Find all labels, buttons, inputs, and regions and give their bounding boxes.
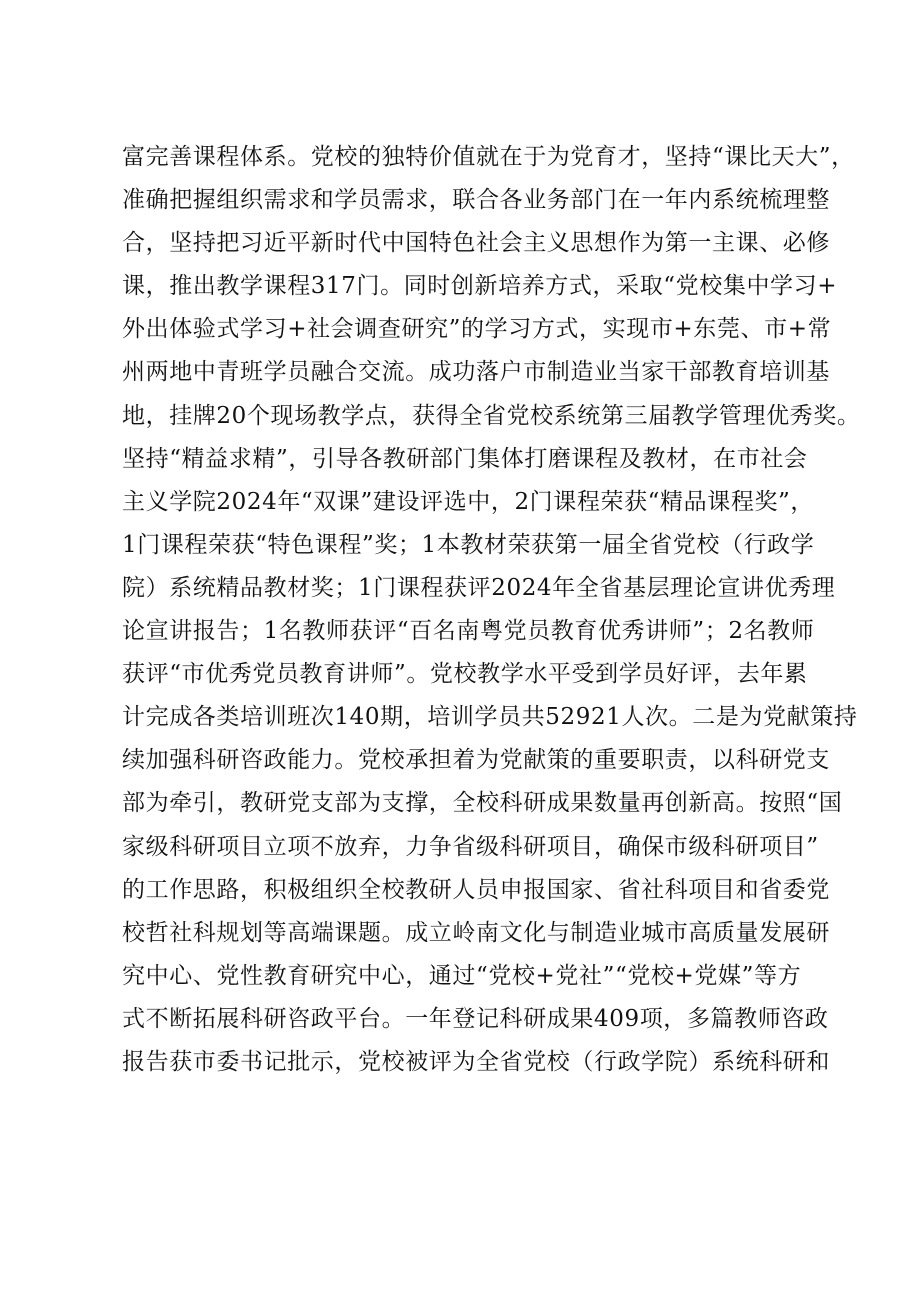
text-line: 州两地中青班学员融合交流。成功落户市制造业当家干部教育培训基: [122, 359, 830, 386]
text-line: 报告获市委书记批示，党校被评为全省党校（行政学院）系统科研和: [122, 1048, 830, 1075]
text-line: 地，挂牌20个现场教学点，获得全省党校系统第三届教学管理优秀奖。: [122, 402, 861, 429]
text-line: 外出体验式学习+社会调查研究”的学习方式，实现市+东莞、市+常: [122, 316, 832, 343]
text-line: 1门课程荣获“特色课程”奖；1本教材荣获第一届全省党校（行政学: [122, 531, 815, 558]
text-line: 院）系统精品教材奖；1门课程获评2024年全省基层理论宣讲优秀理: [122, 574, 836, 601]
text-line: 校哲社科规划等高端课题。成立岭南文化与制造业城市高质量发展研: [122, 919, 830, 946]
text-line: 合，坚持把习近平新时代中国特色社会主义思想作为第一主课、必修: [122, 230, 830, 257]
text-line: 坚持“精益求精”，引导各教研部门集体打磨课程及教材，在市社会: [122, 445, 808, 472]
body-text: [122, 136, 861, 1084]
text-line: 计完成各类培训班次140期，培训学员共52921人次。二是为党献策持: [122, 704, 858, 731]
text-line: 富完善课程体系。党校的独特价值就在于为党育才，坚持“课比天大”，: [122, 144, 855, 170]
text-line: 式不断拓展科研咨政平台。一年登记科研成果409项，多篇教师咨政: [122, 1005, 829, 1032]
text-line: 准确把握组织需求和学员需求，联合各业务部门在一年内系统梳理整: [122, 187, 830, 214]
text-line: 续加强科研咨政能力。党校承担着为党献策的重要职责，以科研党支: [122, 747, 830, 774]
text-line: 获评“市优秀党员教育讲师”。党校教学水平受到学员好评，去年累: [122, 661, 808, 688]
text-line: 论宣讲报告；1名教师获评“百名南粤党员教育优秀讲师”；2名教师: [122, 618, 815, 645]
text-line: 的工作思路，积极组织全校教研人员申报国家、省社科项目和省委党: [122, 876, 830, 903]
text-line: 部为牵引，教研党支部为支撑，全校科研成果数量再创新高。按照“国: [122, 790, 843, 817]
text-line: 家级科研项目立项不放弃，力争省级科研项目，确保市级科研项目”: [122, 833, 819, 860]
text-line: 课，推出教学课程317门。同时创新培养方式，采取“党校集中学习+: [122, 273, 838, 300]
text-line: 究中心、党性教育研究中心，通过“党校+党社”“党校+党媒”等方: [122, 962, 802, 989]
text-line: 主义学院2024年“双课”建设评选中，2门课程荣获“精品课程奖”，: [122, 488, 814, 515]
